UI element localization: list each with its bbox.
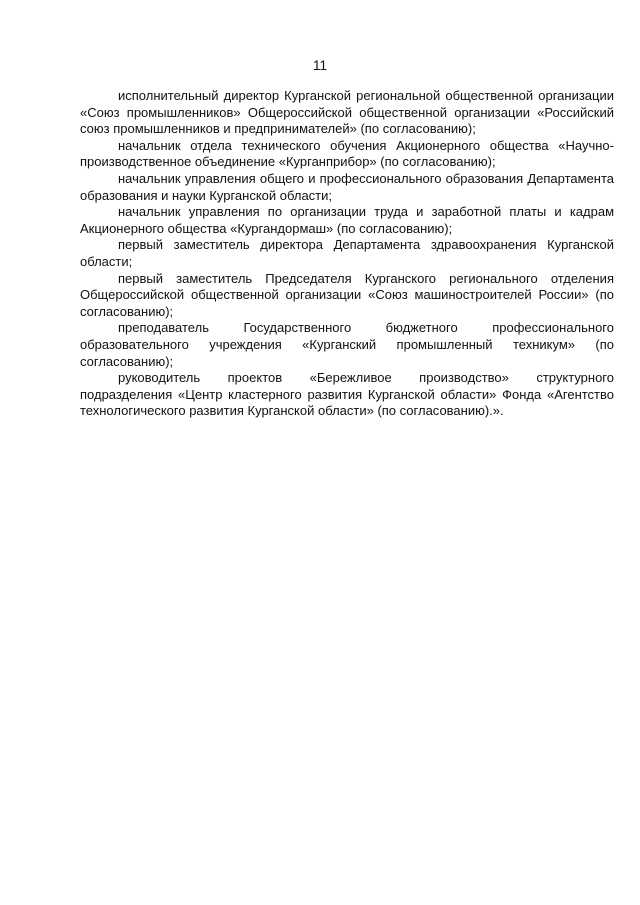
member-entry: исполнительный директор Курганской региональной общественной организации «Союз промышленников» Общероссийской общественной организации «Российский союз промышленников и предпринимателей» (по согласованию); <box>80 88 614 137</box>
page-number: 11 <box>312 58 327 73</box>
member-entry: начальник управления общего и профессионального образования Департамента образования и науки Курганской области; <box>80 170 614 203</box>
document-body <box>80 88 614 420</box>
member-entry: начальник управления по организации труда и заработной платы и кадрам Акционерного общества «Кургандормаш» (по согласованию); <box>80 204 614 236</box>
member-entry: руководитель проектов «Бережливое производство» структурного подразделения «Центр кластерного развития Курганской области» Фонда «Агентство технологического развития Курганской области» (по согласованию).». <box>80 370 614 419</box>
member-entry: первый заместитель Председателя Курганского регионального отделения Общероссийской общественной организации «Союз машиностроителей России» (по согласованию); <box>80 270 614 319</box>
member-entry: начальник отдела технического обучения Акционерного общества «Научно-производственное объединение «Курганприбор» (по согласованию); <box>80 137 614 170</box>
member-entry: первый заместитель директора Департамента здравоохранения Курганской области; <box>80 237 614 269</box>
member-entry: преподаватель Государственного бюджетного профессионального образовательного учреждения «Курганский промышленный техникум» (по согласованию); <box>80 320 614 369</box>
